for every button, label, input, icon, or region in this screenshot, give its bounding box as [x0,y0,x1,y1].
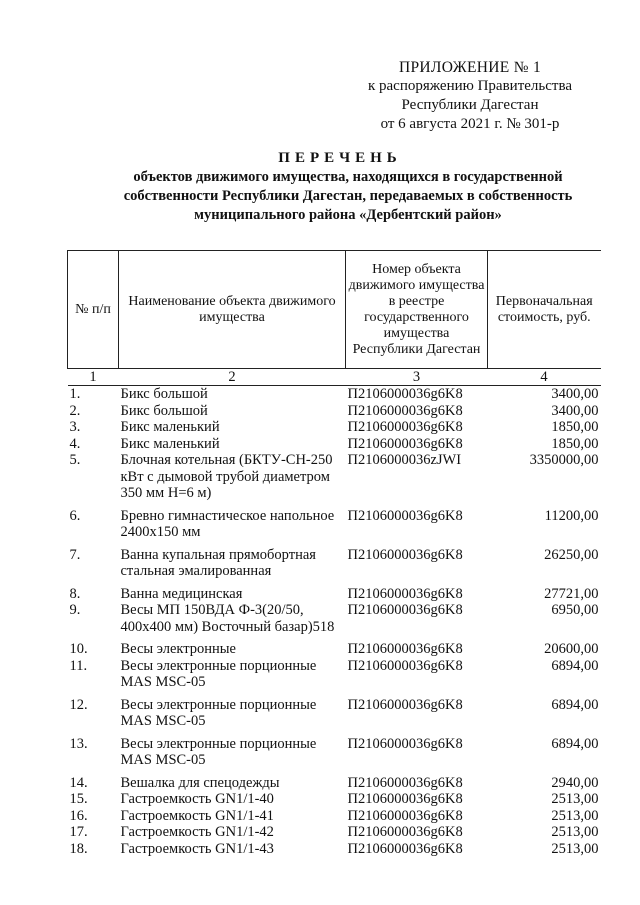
header-num: № п/п [68,251,119,369]
table-row [68,436,601,453]
registry-number: П2106000036g6K8 [347,546,463,563]
registry-number: П2106000036g6K8 [347,507,463,524]
initial-cost: 26250,00 [544,546,599,563]
asset-name: Весы МП 150ВДА Ф-3(20/50, 400x400 мм) Восточный базар)518 [120,602,335,635]
table-row [68,541,601,580]
asset-name: Бревно гимнастическое напольное 2400x150 мм [120,507,335,540]
asset-name: Ванна купальная прямобортная стальная эмалированная [120,546,316,579]
table-row [68,386,601,403]
registry-number: П2106000036g6K8 [347,602,463,618]
initial-cost: 6894,00 [551,657,599,674]
registry-number: П2106000036g6K8 [347,807,463,824]
table-row [68,502,601,541]
subtitle-line-2: собственности Республики Дагестан, передаваемых в собственность [123,188,573,204]
registry-number: П2106000036g6K8 [347,840,463,857]
subtitle-line-3: муниципального района «Дербентский район» [194,207,502,223]
registry-number: П2106000036g6K8 [347,585,463,602]
table-row [68,635,601,658]
table-row [68,602,601,635]
row-number: 3. [69,419,81,435]
asset-name: Блочная котельная (БКТУ-СН-250 кВт с дымовой трубой диаметром 350 мм H=6 м) [120,452,333,501]
asset-name: Весы электронные [120,641,236,657]
table-body [68,386,601,858]
row-number: 4. [69,435,81,452]
column-number: 1 [68,369,119,386]
registry-number: П2106000036g6K8 [347,824,463,840]
appendix-order-ref: к распоряжению Правительства [367,78,572,94]
initial-cost: 6894,00 [551,696,599,713]
initial-cost: 3400,00 [551,402,599,419]
table-row [68,580,601,603]
initial-cost: 3350000,00 [529,452,599,468]
column-number-row [68,369,601,386]
row-number: 8. [69,585,81,602]
initial-cost: 2513,00 [551,824,599,840]
asset-name: Гастроемкость GN1/1-40 [120,791,274,807]
assets-table-container [67,250,601,857]
row-number: 5. [69,452,81,468]
asset-name: Бикс большой [120,386,208,402]
initial-cost: 3400,00 [551,386,599,402]
table-row [68,824,601,841]
table-row [68,403,601,420]
table-row [68,691,601,730]
registry-number: П2106000036g6K8 [347,419,463,435]
appendix-date: от 6 августа 2021 г. № 301-р [380,116,560,132]
table-row [68,419,601,436]
row-number: 10. [69,641,88,657]
asset-name: Весы электронные порционные MAS MSC-05 [120,657,317,690]
subtitle-line-1: объектов движимого имущества, находящихся в государственной [133,169,563,185]
row-number: 15. [69,791,88,807]
registry-number: П2106000036zJWI [347,452,462,468]
row-number: 12. [69,696,88,713]
asset-name: Весы электронные порционные MAS MSC-05 [120,696,317,729]
row-number: 2. [69,402,81,419]
table-header-row [68,251,601,369]
initial-cost: 6950,00 [551,602,599,618]
initial-cost: 11200,00 [544,507,599,524]
column-number: 4 [488,369,601,386]
appendix-number: ПРИЛОЖЕНИЕ № 1 [398,59,542,76]
document-subtitle [88,168,608,225]
registry-number: П2106000036g6K8 [347,386,463,402]
table-row [68,658,601,691]
row-number: 17. [69,824,88,840]
registry-number: П2106000036g6K8 [347,657,463,674]
header-name: Наименование объекта движимого имущества [119,251,346,369]
column-number: 3 [346,369,488,386]
registry-number: П2106000036g6K8 [347,696,463,713]
initial-cost: 6894,00 [551,735,599,752]
row-number: 18. [69,840,88,857]
row-number: 7. [69,546,81,563]
registry-number: П2106000036g6K8 [347,435,463,452]
document-title: ПЕРЕЧЕНЬ [278,150,402,166]
table-row [68,730,601,769]
initial-cost: 2513,00 [551,791,599,807]
table-row [68,452,601,502]
table-row [68,791,601,808]
initial-cost: 1850,00 [551,419,599,435]
appendix-header [355,58,585,134]
header-cost: Первоначальная стоимость, руб. [488,251,601,369]
asset-name: Гастроемкость GN1/1-41 [120,807,274,824]
table-row [68,769,601,792]
asset-name: Гастроемкость GN1/1-42 [120,824,274,840]
initial-cost: 2513,00 [551,840,599,857]
row-number: 11. [69,657,88,674]
asset-name: Бикс большой [120,402,208,419]
table-row [68,808,601,825]
row-number: 6. [69,507,81,524]
asset-name: Вешалка для спецодежды [120,774,280,791]
asset-name: Гастроемкость GN1/1-43 [120,840,274,857]
row-number: 14. [69,774,88,791]
row-number: 13. [69,735,88,752]
assets-table [67,250,601,857]
appendix-government: Республики Дагестан [401,97,539,113]
asset-name: Бикс маленький [120,435,220,452]
initial-cost: 2513,00 [551,807,599,824]
asset-name: Бикс маленький [120,419,220,435]
initial-cost: 1850,00 [551,435,599,452]
row-number: 9. [69,602,81,618]
asset-name: Весы электронные порционные MAS MSC-05 [120,735,317,768]
table-row [68,841,601,858]
row-number: 1. [69,386,81,402]
initial-cost: 27721,00 [544,585,599,602]
initial-cost: 20600,00 [544,641,599,657]
row-number: 16. [69,807,88,824]
registry-number: П2106000036g6K8 [347,774,463,791]
asset-name: Ванна медицинская [120,585,243,602]
initial-cost: 2940,00 [551,774,599,791]
header-registry: Номер объекта движимого имущества в реестре государственного имущества Республики Дагестан [346,251,488,369]
column-number: 2 [119,369,346,386]
registry-number: П2106000036g6K8 [347,735,463,752]
registry-number: П2106000036g6K8 [347,641,463,657]
registry-number: П2106000036g6K8 [347,402,463,419]
registry-number: П2106000036g6K8 [347,791,463,807]
